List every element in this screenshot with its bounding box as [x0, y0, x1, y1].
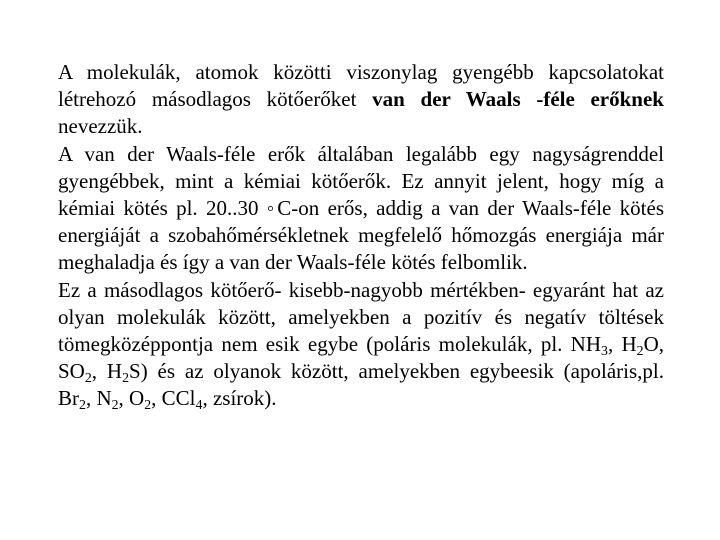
paragraph-definition	[58, 59, 664, 141]
paragraph-strength: A van der Waals-féle erők általában legalább egy nagyságrenddel gyengébbek, mint a kémiai kötőerők. Ez annyit jelent, hogy míg a kémiai kötés pl. 20..30 ◦C-on erős, addig a van der Waals-féle kötés energiáját a szobahőmérsékletnek megfelelő hőmozgás energiája már meghaladja és így a van der Waals-féle kötés felbomlik.	[58, 141, 664, 275]
paragraph-examples	[58, 277, 664, 413]
definition-end: nevezzük.	[58, 114, 143, 139]
subscript: 2	[144, 397, 152, 413]
definition-intro: A molekulák, atomok közötti viszonylag gyengébb kapcsolatokat létrehozó másodlagos kötőerőket	[58, 60, 664, 112]
subscript: 2	[79, 397, 86, 413]
subscript: 3	[601, 343, 608, 359]
examples-text: S) és az olyanok között, amelyekben egybeesik (apoláris,pl. Br	[58, 359, 664, 411]
subscript: 2	[111, 397, 119, 413]
subscript: 2	[84, 370, 92, 386]
definition-term: van der Waals -féle erőknek	[372, 87, 664, 112]
examples-text: , zsírok).	[202, 386, 277, 411]
subscript: 4	[195, 397, 203, 413]
examples-text: , H	[91, 359, 123, 384]
body-text	[58, 59, 664, 413]
examples-text: Ez a másodlagos kötőerő- kisebb-nagyobb mértékben- egyaránt hat az olyan molekulák között, amelyekben a pozitív és negatív töltések tömegközéppontja nem esik egybe (poláris molekulák, pl. NH	[58, 277, 664, 357]
subscript: 2	[636, 343, 644, 359]
examples-text: , O	[118, 386, 145, 411]
subscript: 2	[122, 370, 130, 386]
examples-text: O, SO	[58, 332, 664, 384]
examples-text: , H	[607, 332, 637, 357]
examples-text: , N	[85, 386, 112, 411]
examples-text: , CCl	[151, 386, 196, 411]
